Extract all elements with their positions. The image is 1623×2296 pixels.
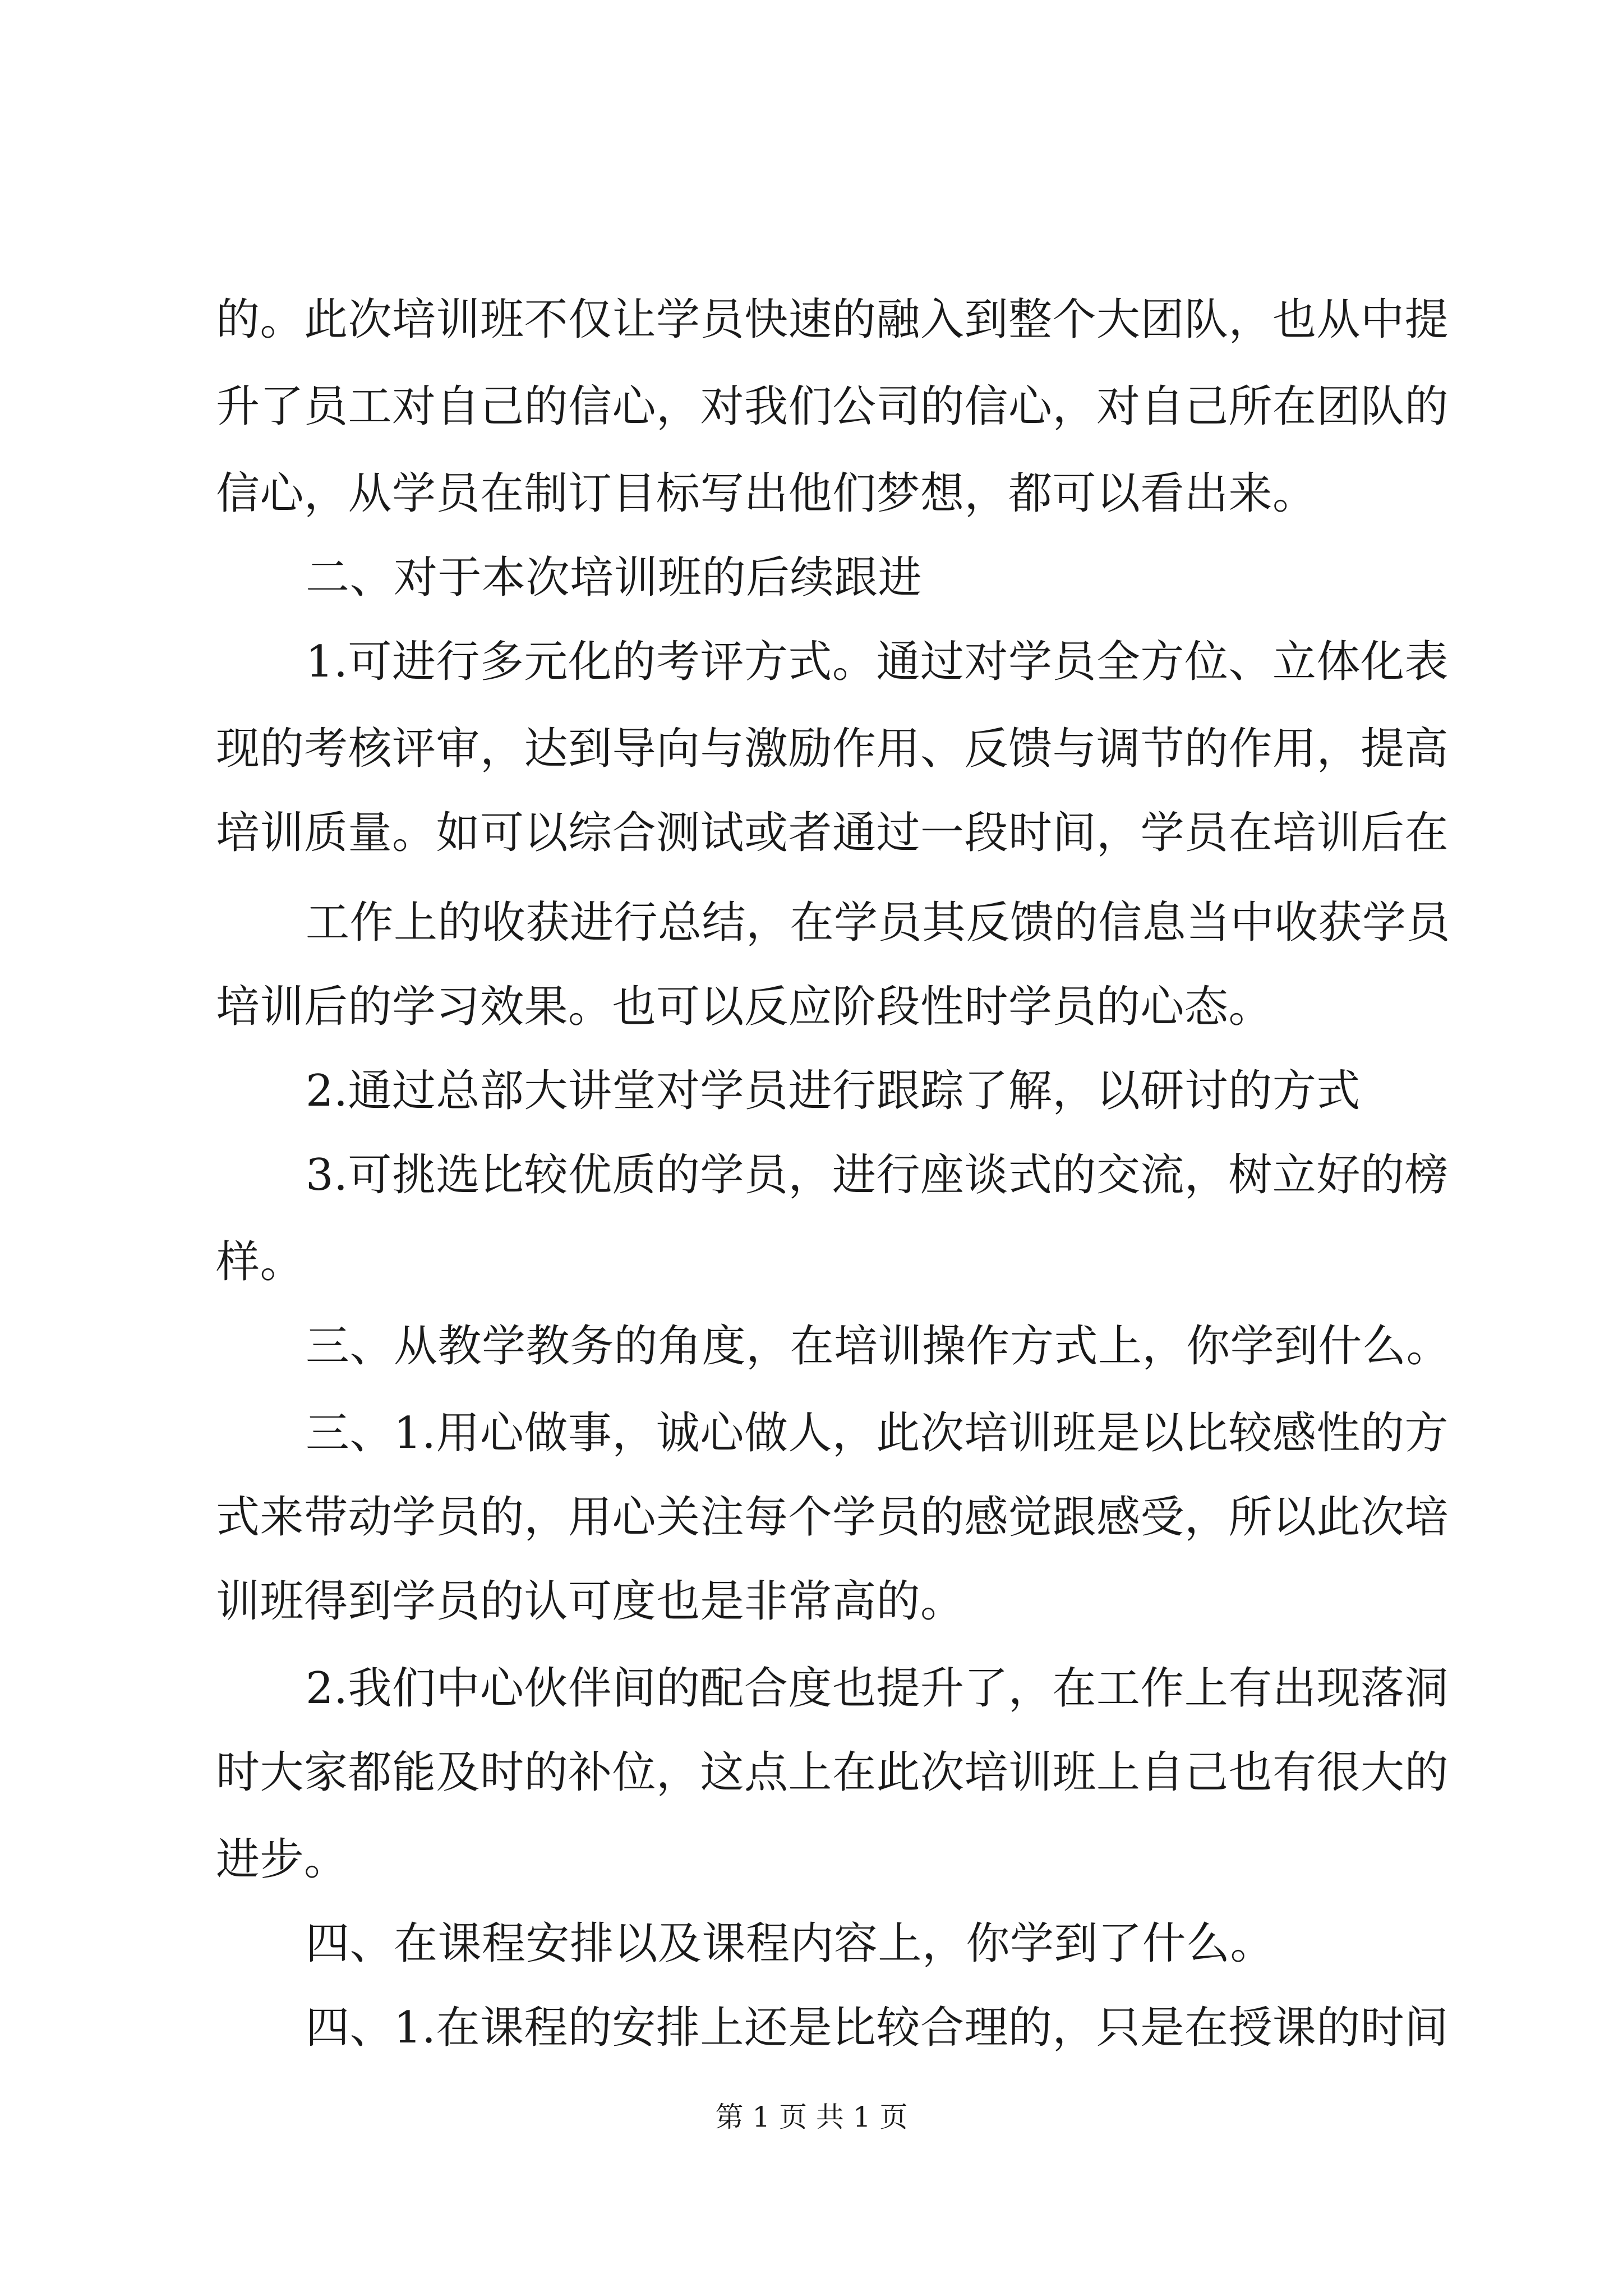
text-line: 升了员工对自己的信心，对我们公司的信心，对自己所在团队的 [216, 381, 1449, 432]
text-line: 2.我们中心伙伴间的配合度也提升了，在工作上有出现落洞 [306, 1663, 1449, 1714]
text-line: 培训质量。如可以综合测试或者通过一段时间，学员在培训后在 [216, 808, 1449, 858]
text-line: 信心，从学员在制订目标写出他们梦想，都可以看出来。 [216, 468, 1317, 519]
text-line: 工作上的收获进行总结，在学员其反馈的信息当中收获学员 [306, 898, 1451, 948]
text-line: 3.可挑选比较优质的学员，进行座谈式的交流，树立好的榜 [306, 1150, 1449, 1200]
text-line: 四、1.在课程的安排上还是比较合理的，只是在授课的时间 [306, 2003, 1449, 2053]
text-line: 训班得到学员的认可度也是非常高的。 [216, 1576, 965, 1627]
text-line: 三、1.用心做事，诚心做人，此次培训班是以比较感性的方 [306, 1408, 1449, 1458]
text-line: 的。此次培训班不仅让学员快速的融入到整个大团队，也从中提 [216, 295, 1449, 345]
page-number-footer: 第 1 页 共 1 页 [715, 2101, 908, 2133]
section-heading: 四、在课程安排以及课程内容上，你学到了什么。 [306, 1918, 1275, 1969]
section-heading: 三、从教学教务的角度，在培训操作方式上，你学到什么。 [306, 1321, 1451, 1372]
text-line: 进步。 [216, 1834, 348, 1885]
text-line: 时大家都能及时的补位，这点上在此次培训班上自己也有很大的 [216, 1747, 1449, 1798]
text-line: 1.可进行多元化的考评方式。通过对学员全方位、立体化表 [306, 637, 1449, 687]
text-line: 现的考核评审，达到导向与激励作用、反馈与调节的作用，提高 [216, 724, 1449, 774]
text-line: 2.通过总部大讲堂对学员进行跟踪了解，以研讨的方式 [306, 1066, 1361, 1116]
text-line: 式来带动学员的，用心关注每个学员的感觉跟感受，所以此次培 [216, 1492, 1449, 1543]
text-line: 样。 [216, 1237, 305, 1287]
text-line: 培训后的学习效果。也可以反应阶段性时学员的心态。 [216, 982, 1273, 1032]
section-heading: 二、对于本次培训班的后续跟进 [306, 553, 923, 603]
